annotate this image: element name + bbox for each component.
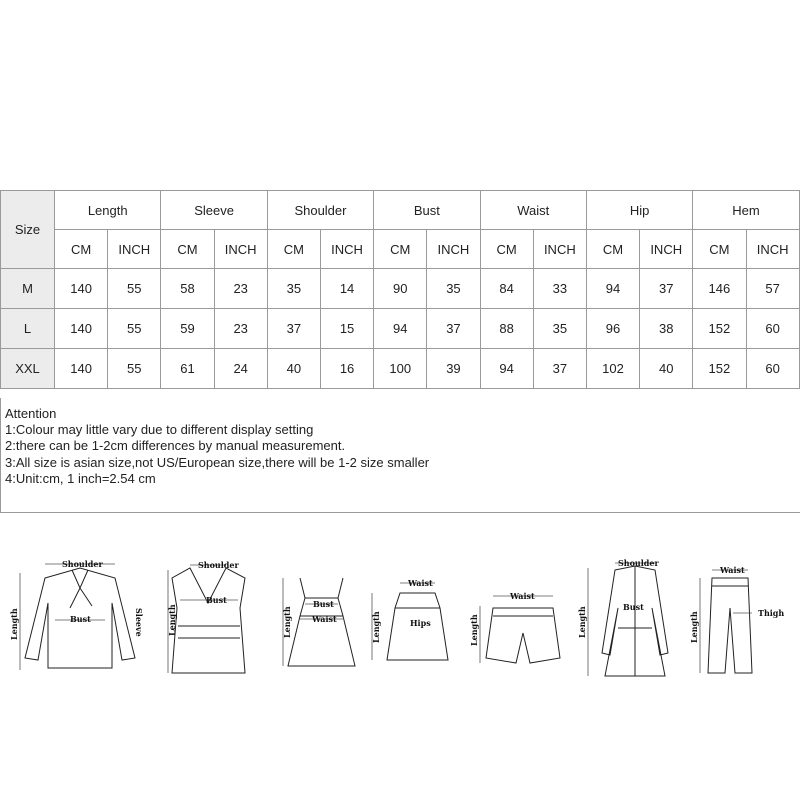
- table-cell: 16: [320, 349, 373, 389]
- table-cell: 23: [214, 309, 267, 349]
- table-cell: 60: [746, 309, 799, 349]
- table-cell: 59: [161, 309, 214, 349]
- table-cell: 88: [480, 309, 533, 349]
- group-header-bust: Bust: [374, 191, 480, 230]
- table-row: [1, 309, 800, 349]
- pants-thigh-label: Thigh: [758, 608, 785, 618]
- table-cell: 57: [746, 269, 799, 309]
- unit-header: CM: [480, 230, 533, 269]
- skirt-waist-label: Waist: [408, 578, 433, 588]
- unit-header: INCH: [427, 230, 480, 269]
- unit-header: CM: [374, 230, 427, 269]
- shirt-sleeve-label: Sleeve: [134, 608, 144, 637]
- table-cell: 39: [427, 349, 480, 389]
- table-cell: 96: [586, 309, 639, 349]
- table-cell: 37: [640, 269, 693, 309]
- skirt-figure: [371, 578, 448, 660]
- table-cell: 94: [586, 269, 639, 309]
- table-cell: 140: [55, 269, 108, 309]
- dress-bust-label: Bust: [313, 599, 334, 609]
- table-cell: 152: [693, 309, 746, 349]
- header-row-groups: [1, 191, 800, 230]
- table-cell: 55: [108, 349, 161, 389]
- unit-header: CM: [267, 230, 320, 269]
- table-cell: 90: [374, 269, 427, 309]
- shorts-waist-label: Waist: [510, 591, 535, 601]
- size-cell: M: [1, 269, 55, 309]
- table-cell: 35: [427, 269, 480, 309]
- table-cell: 38: [640, 309, 693, 349]
- table-cell: 15: [320, 309, 373, 349]
- pants-length-label: Length: [689, 611, 699, 643]
- pants-figure: [689, 565, 784, 673]
- dress-length-label: Length: [282, 606, 292, 638]
- size-cell: XXL: [1, 349, 55, 389]
- table-cell: 61: [161, 349, 214, 389]
- unit-header: CM: [586, 230, 639, 269]
- dress-figure: [282, 578, 355, 666]
- skirt-length-label: Length: [371, 611, 381, 643]
- table-cell: 140: [55, 309, 108, 349]
- table-cell: 33: [533, 269, 586, 309]
- vest-length-label: Length: [167, 604, 177, 636]
- dress-waist-label: Waist: [312, 614, 337, 624]
- table-cell: 37: [427, 309, 480, 349]
- notes-line: 1:Colour may little vary due to different display setting: [5, 422, 314, 438]
- table-row: [1, 269, 800, 309]
- coat-figure: [577, 558, 668, 676]
- table-cell: 146: [693, 269, 746, 309]
- shirt-shoulder-label: Shoulder: [62, 559, 103, 569]
- group-header-shoulder: Shoulder: [267, 191, 373, 230]
- attention-notes: [0, 398, 800, 513]
- table-cell: 55: [108, 309, 161, 349]
- header-row-units: [1, 230, 800, 269]
- shirt-figure: [9, 559, 144, 670]
- notes-line: 3:All size is asian size,not US/European size,there will be 1-2 size smaller: [5, 454, 430, 470]
- group-header-length: Length: [55, 191, 161, 230]
- unit-header: INCH: [533, 230, 586, 269]
- unit-header: CM: [161, 230, 214, 269]
- coat-length-label: Length: [577, 606, 587, 638]
- shirt-length-label: Length: [9, 608, 19, 640]
- group-header-hip: Hip: [586, 191, 692, 230]
- table-row: [1, 349, 800, 389]
- table-cell: 24: [214, 349, 267, 389]
- skirt-hips-label: Hips: [410, 618, 431, 628]
- table-cell: 152: [693, 349, 746, 389]
- table-cell: 58: [161, 269, 214, 309]
- size-chart-table: [0, 190, 800, 389]
- shorts-figure: [469, 591, 560, 663]
- vest-figure: [167, 560, 245, 673]
- group-header-waist: Waist: [480, 191, 586, 230]
- group-header-sleeve: Sleeve: [161, 191, 267, 230]
- vest-bust-label: Bust: [206, 595, 227, 605]
- unit-header: CM: [693, 230, 746, 269]
- shirt-bust-label: Bust: [70, 614, 91, 624]
- unit-header: INCH: [320, 230, 373, 269]
- size-cell: L: [1, 309, 55, 349]
- table-cell: 94: [374, 309, 427, 349]
- coat-shoulder-label: Shoulder: [618, 558, 659, 568]
- table-cell: 37: [533, 349, 586, 389]
- table-cell: 35: [267, 269, 320, 309]
- unit-header: INCH: [640, 230, 693, 269]
- notes-line: 2:there can be 1-2cm differences by manual measurement.: [5, 438, 346, 454]
- group-header-hem: Hem: [693, 191, 799, 230]
- table-cell: 100: [374, 349, 427, 389]
- size-header: Size: [1, 191, 55, 269]
- table-cell: 37: [267, 309, 320, 349]
- unit-header: CM: [55, 230, 108, 269]
- table-cell: 94: [480, 349, 533, 389]
- notes-title: Attention: [5, 406, 57, 421]
- table-cell: 60: [746, 349, 799, 389]
- table-cell: 55: [108, 269, 161, 309]
- table-cell: 14: [320, 269, 373, 309]
- measurement-illustrations: [0, 548, 800, 678]
- pants-waist-label: Waist: [720, 565, 745, 575]
- table-cell: 140: [55, 349, 108, 389]
- table-cell: 35: [533, 309, 586, 349]
- vest-shoulder-label: Shoulder: [198, 560, 239, 570]
- unit-header: INCH: [746, 230, 799, 269]
- unit-header: INCH: [214, 230, 267, 269]
- table-cell: 40: [640, 349, 693, 389]
- table-cell: 102: [586, 349, 639, 389]
- unit-header: INCH: [108, 230, 161, 269]
- table-cell: 23: [214, 269, 267, 309]
- shorts-length-label: Length: [469, 614, 479, 646]
- coat-bust-label: Bust: [623, 602, 644, 612]
- table-cell: 40: [267, 349, 320, 389]
- notes-line: 4:Unit:cm, 1 inch=2.54 cm: [5, 470, 156, 486]
- table-cell: 84: [480, 269, 533, 309]
